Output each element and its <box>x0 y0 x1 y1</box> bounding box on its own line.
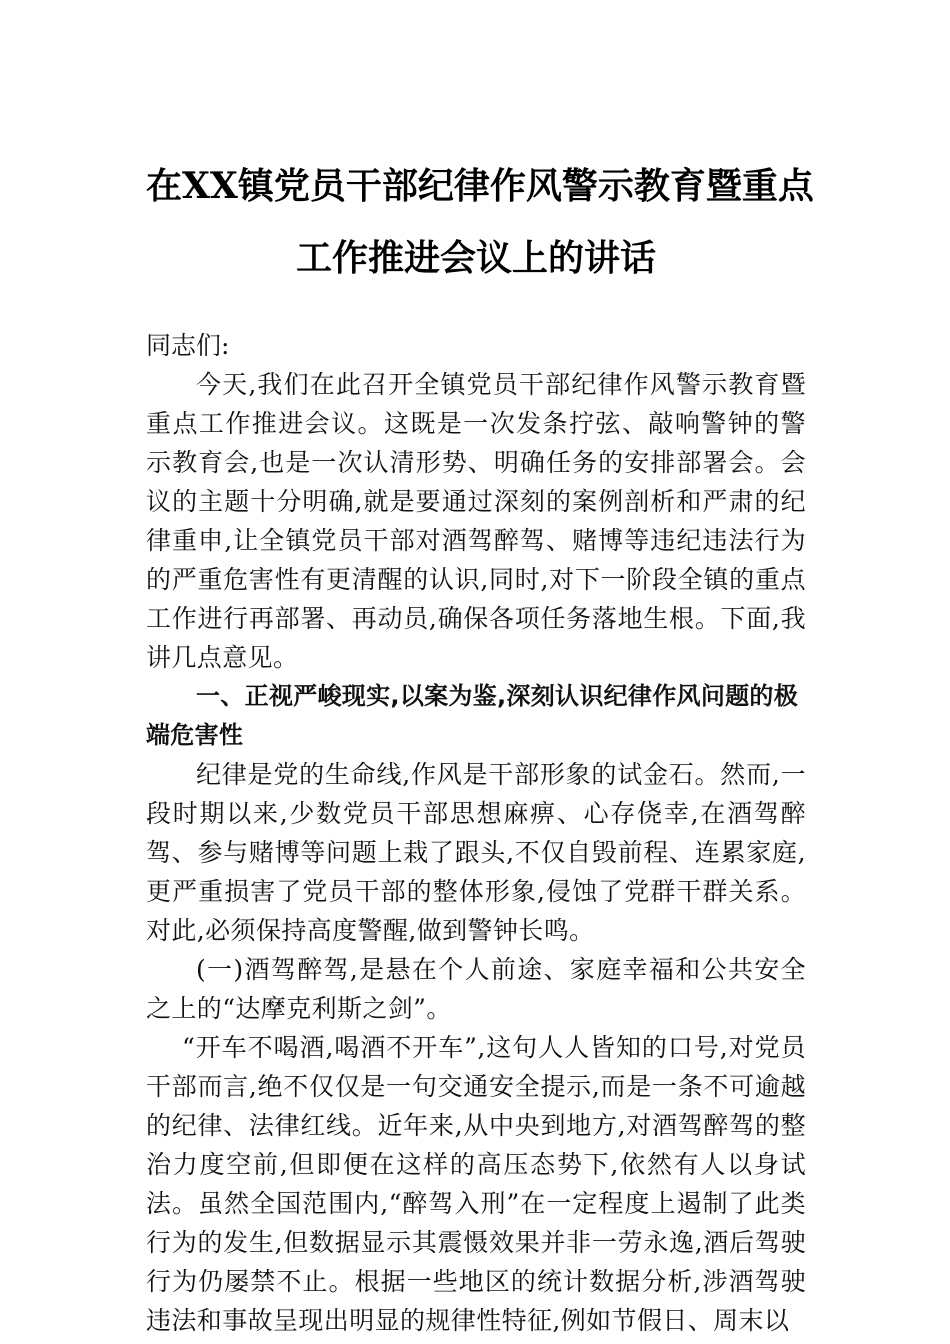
subsection-heading-1: (一)酒驾醉驾,是悬在个人前途、家庭幸福和公共安全之上的“达摩克利斯之剑”。 <box>146 955 806 1023</box>
document-title <box>146 150 814 294</box>
section-heading-1: 一、正视严峻现实,以案为鉴,深刻认识纪律作风问题的极端危害性 <box>146 682 799 749</box>
intro-paragraph: 今天,我们在此召开全镇党员干部纪律作风警示教育暨重点工作推进会议。这既是一次发条拧弦、敲响警钟的警示教育会,也是一次认清形势、明确任务的安排部署会。会议的主题十分明确,就是要通过深刻的案例剖析和严肃的纪律重申,让全镇党员干部对酒驾醉驾、赌博等违纪违法行为的严重危害性有更清醒的认识,同时,对下一阶段全镇的重点工作进行再部署、再动员,确保各项任务落地生根。下面,我讲几点意见。 <box>146 370 806 672</box>
title-line-1: 在XX镇党员干部纪律作风警示教育暨重点 <box>146 165 814 207</box>
title-line-2: 工作推进会议上的讲话 <box>295 237 656 279</box>
section-1-paragraph: 纪律是党的生命线,作风是干部形象的试金石。然而,一段时期以来,少数党员干部思想麻痹、心存侥幸,在酒驾醉驾、参与赌博等问题上栽了跟头,不仅自毁前程、连累家庭,更严重损害了党员干部的整体形象,侵蚀了党群干群关系。对此,必须保持高度警醒,做到警钟长鸣。 <box>146 760 806 945</box>
subsection-1-paragraph: “开车不喝酒,喝酒不开车”,这句人人皆知的口号,对党员干部而言,绝不仅仅是一句交通安全提示,而是一条不可逾越的纪律、法律红线。近年来,从中央到地方,对酒驾醉驾的整治力度空前,但即便在这样的高压态势下,依然有人以身试法。虽然全国范围内,“醉驾入刑”在一定程度上遏制了此类行为的发生,但数据显示其震慑效果并非一劳永逸,酒后驾驶行为仍屡禁不止。根据一些地区的统计数据分析,涉酒驾驶违法和事故呈现出明显的规律性特征,例如节假日、周末以 <box>146 1033 806 1335</box>
document-page <box>146 150 814 1340</box>
salutation: 同志们: <box>146 331 230 360</box>
